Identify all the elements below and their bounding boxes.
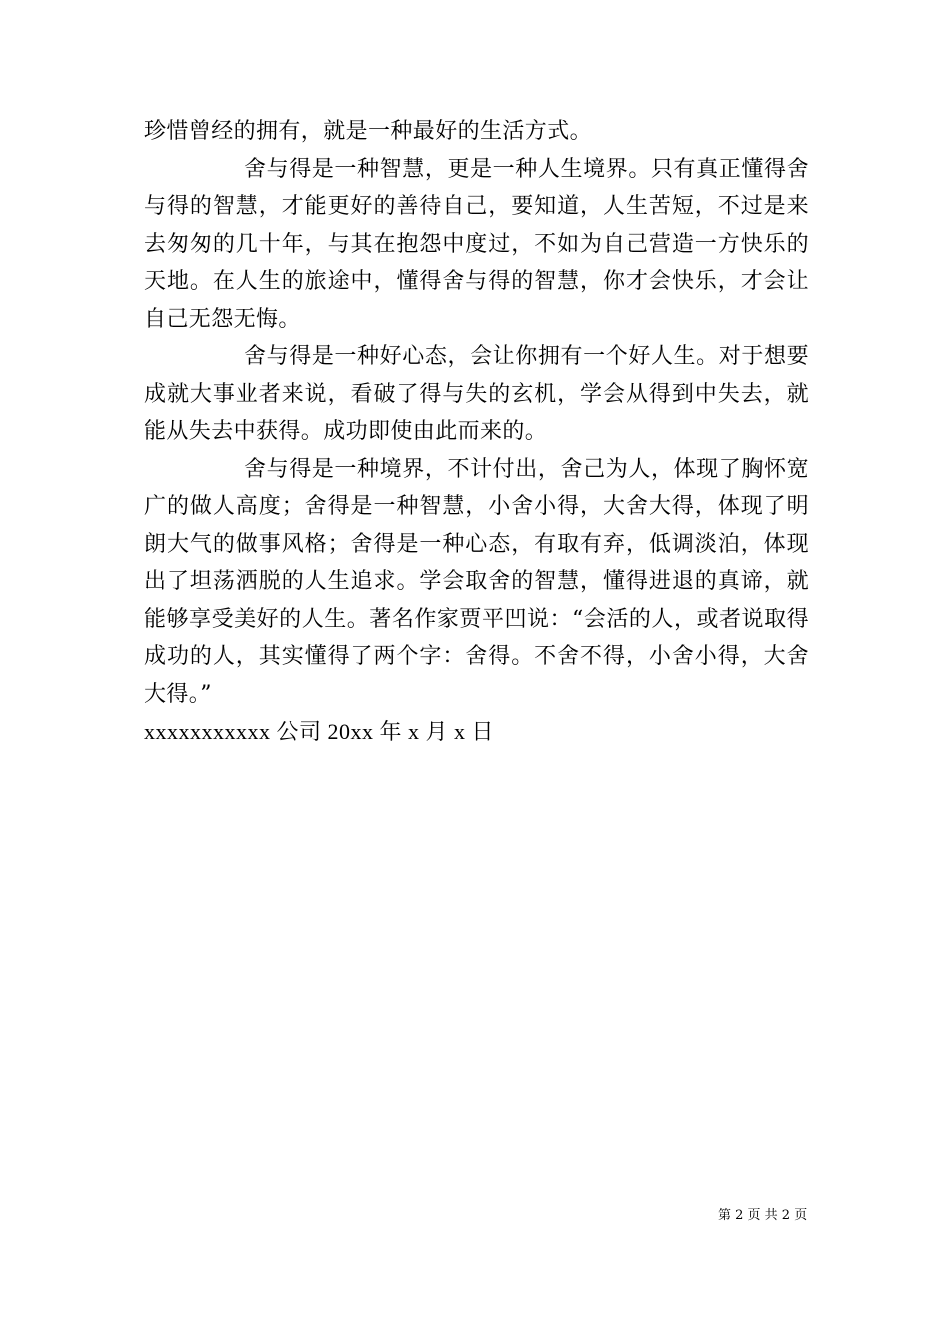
- signature-line: xxxxxxxxxxx 公司 20xx 年 x 月 x 日: [144, 719, 495, 744]
- page-number-footer: 第 2 页 共 2 页: [718, 1208, 808, 1223]
- paragraph-continuation: 珍惜曾经的拥有，就是一种最好的生活方式。: [144, 119, 593, 144]
- paragraph-realm: 舍与得是一种境界，不计付出，舍己为人，体现了胸怀宽广的做人高度；舍得是一种智慧，小舍小得，大舍大得，体现了明朗大气的做事风格；舍得是一种心态，有取有弃，低调淡泊，体现出了坦荡洒脱的人生追求。学会取舍的智慧，懂得进退的真谛，就能够享受美好的人生。著名作家贾平凹说：“会活的人，或者说取得成功的人，其实懂得了两个字：舍得。不舍不得，小舍小得，大舍大得。”: [144, 456, 809, 707]
- document-body: [144, 113, 809, 751]
- paragraph-wisdom: 舍与得是一种智慧，更是一种人生境界。只有真正懂得舍与得的智慧，才能更好的善待自己，要知道，人生苦短，不过是来去匆匆的几十年，与其在抱怨中度过，不如为自己营造一方快乐的天地。在人生的旅途中，懂得舍与得的智慧，你才会快乐，才会让自己无怨无悔。: [144, 156, 809, 332]
- paragraph-mindset: 舍与得是一种好心态，会让你拥有一个好人生。对于想要成就大事业者来说，看破了得与失的玄机，学会从得到中失去，就能从失去中获得。成功即使由此而来的。: [144, 344, 809, 444]
